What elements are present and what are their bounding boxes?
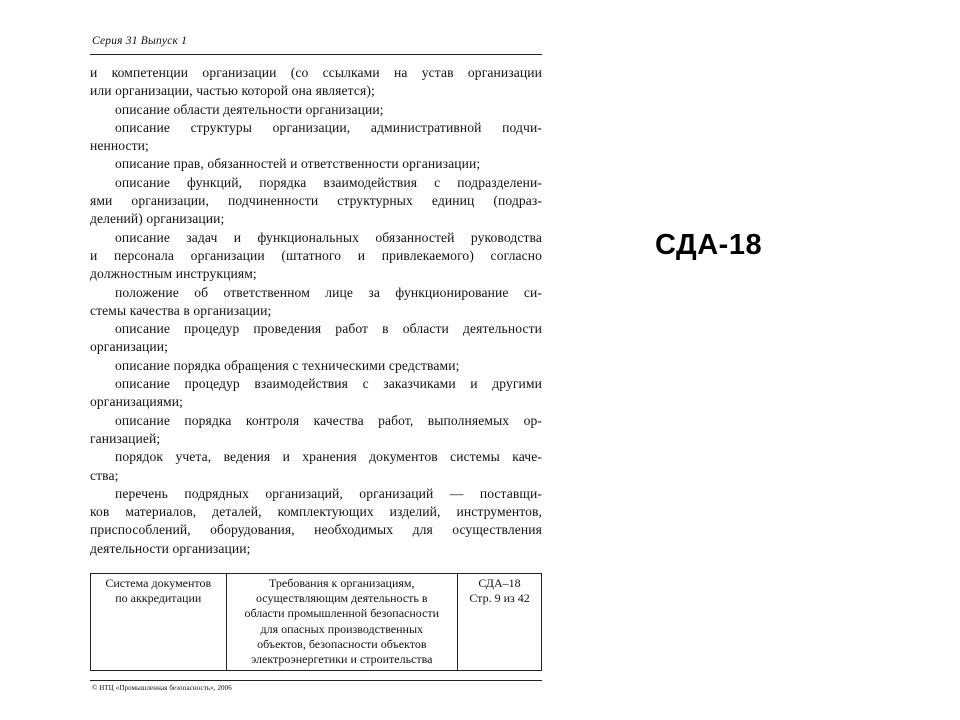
body-line: описание прав, обязанностей и ответственности организации;: [115, 156, 481, 172]
body-line: описание порядка обращения с техническими средствами;: [115, 357, 460, 373]
footer-cell-line: по аккредитации: [115, 591, 202, 606]
body-line: или организации, частью которой она является);: [90, 83, 375, 99]
footer-cell-line: электроэнергетики и строительства: [251, 652, 433, 667]
body-line: ства;: [90, 467, 119, 483]
footer-cell-line: Система документов: [105, 576, 212, 590]
body-line: делений) организации;: [90, 211, 225, 227]
body-text: [90, 64, 542, 558]
body-line: описание структуры организации, административной подчи-: [115, 119, 542, 135]
document-code-label: СДА-18: [655, 229, 763, 261]
body-line: порядок учета, ведения и хранения документов системы каче-: [115, 449, 542, 465]
document-page: [90, 0, 542, 720]
body-line: ков материалов, деталей, комплектующих изделий, инструментов,: [90, 504, 542, 520]
copyright-notice: © НТЦ «Промышленная безопасность», 2006: [92, 684, 232, 692]
body-line: положение об ответственном лице за функционирование си-: [115, 284, 542, 300]
footer-cell-line: Стр. 9 из 42: [469, 591, 530, 606]
footer-cell-document-page: [458, 574, 542, 671]
body-line: и персонала организации (штатного и привлекаемого) согласно: [90, 247, 542, 263]
body-line: перечень подрядных организаций, организаций — поставщи-: [115, 485, 542, 501]
body-line: описание порядка контроля качества работ, выполняемых ор-: [115, 412, 542, 428]
body-line: описание функций, порядка взаимодействия с подразделени-: [115, 174, 542, 190]
footer-cell-line: объектов, безопасности объектов: [257, 636, 427, 651]
header-rule: [90, 54, 542, 55]
running-head: Серия 31 Выпуск 1: [92, 35, 188, 47]
footer-cell-system: [91, 574, 227, 671]
footer-cell-line: СДА–18: [478, 576, 521, 590]
body-line: описание процедур взаимодействия с заказчиками и другими: [115, 376, 542, 392]
footer-cell-line: осуществляющим деятельность в: [256, 591, 428, 606]
body-line: организации;: [90, 339, 168, 355]
body-line: приспособлений, оборудования, необходимых для осуществления: [90, 522, 542, 538]
body-line: организациями;: [90, 394, 184, 410]
footer-cell-line: области промышленной безопасности: [244, 606, 440, 621]
body-line: ганизацией;: [90, 430, 161, 446]
body-line: описание области деятельности организации;: [115, 101, 384, 117]
body-line: деятельности организации;: [90, 540, 251, 556]
body-line: ями организации, подчиненности структурных единиц (подраз-: [90, 193, 542, 209]
body-line: стемы качества в организации;: [90, 302, 272, 318]
body-line: описание процедур проведения работ в области деятельности: [115, 321, 542, 337]
footer-cell-line: для опасных производственных: [260, 621, 424, 636]
body-line: должностным инструкциям;: [90, 266, 257, 282]
footer-cell-requirements: [226, 574, 458, 671]
footer-cell-line: Требования к организациям,: [269, 576, 415, 590]
footer-rule: [90, 680, 542, 681]
body-line: описание задач и функциональных обязанностей руководства: [115, 229, 542, 245]
body-line: и компетенции организации (со ссылками на устав организации: [90, 65, 542, 80]
body-line: ненности;: [90, 138, 149, 154]
footer-table: [90, 573, 542, 671]
